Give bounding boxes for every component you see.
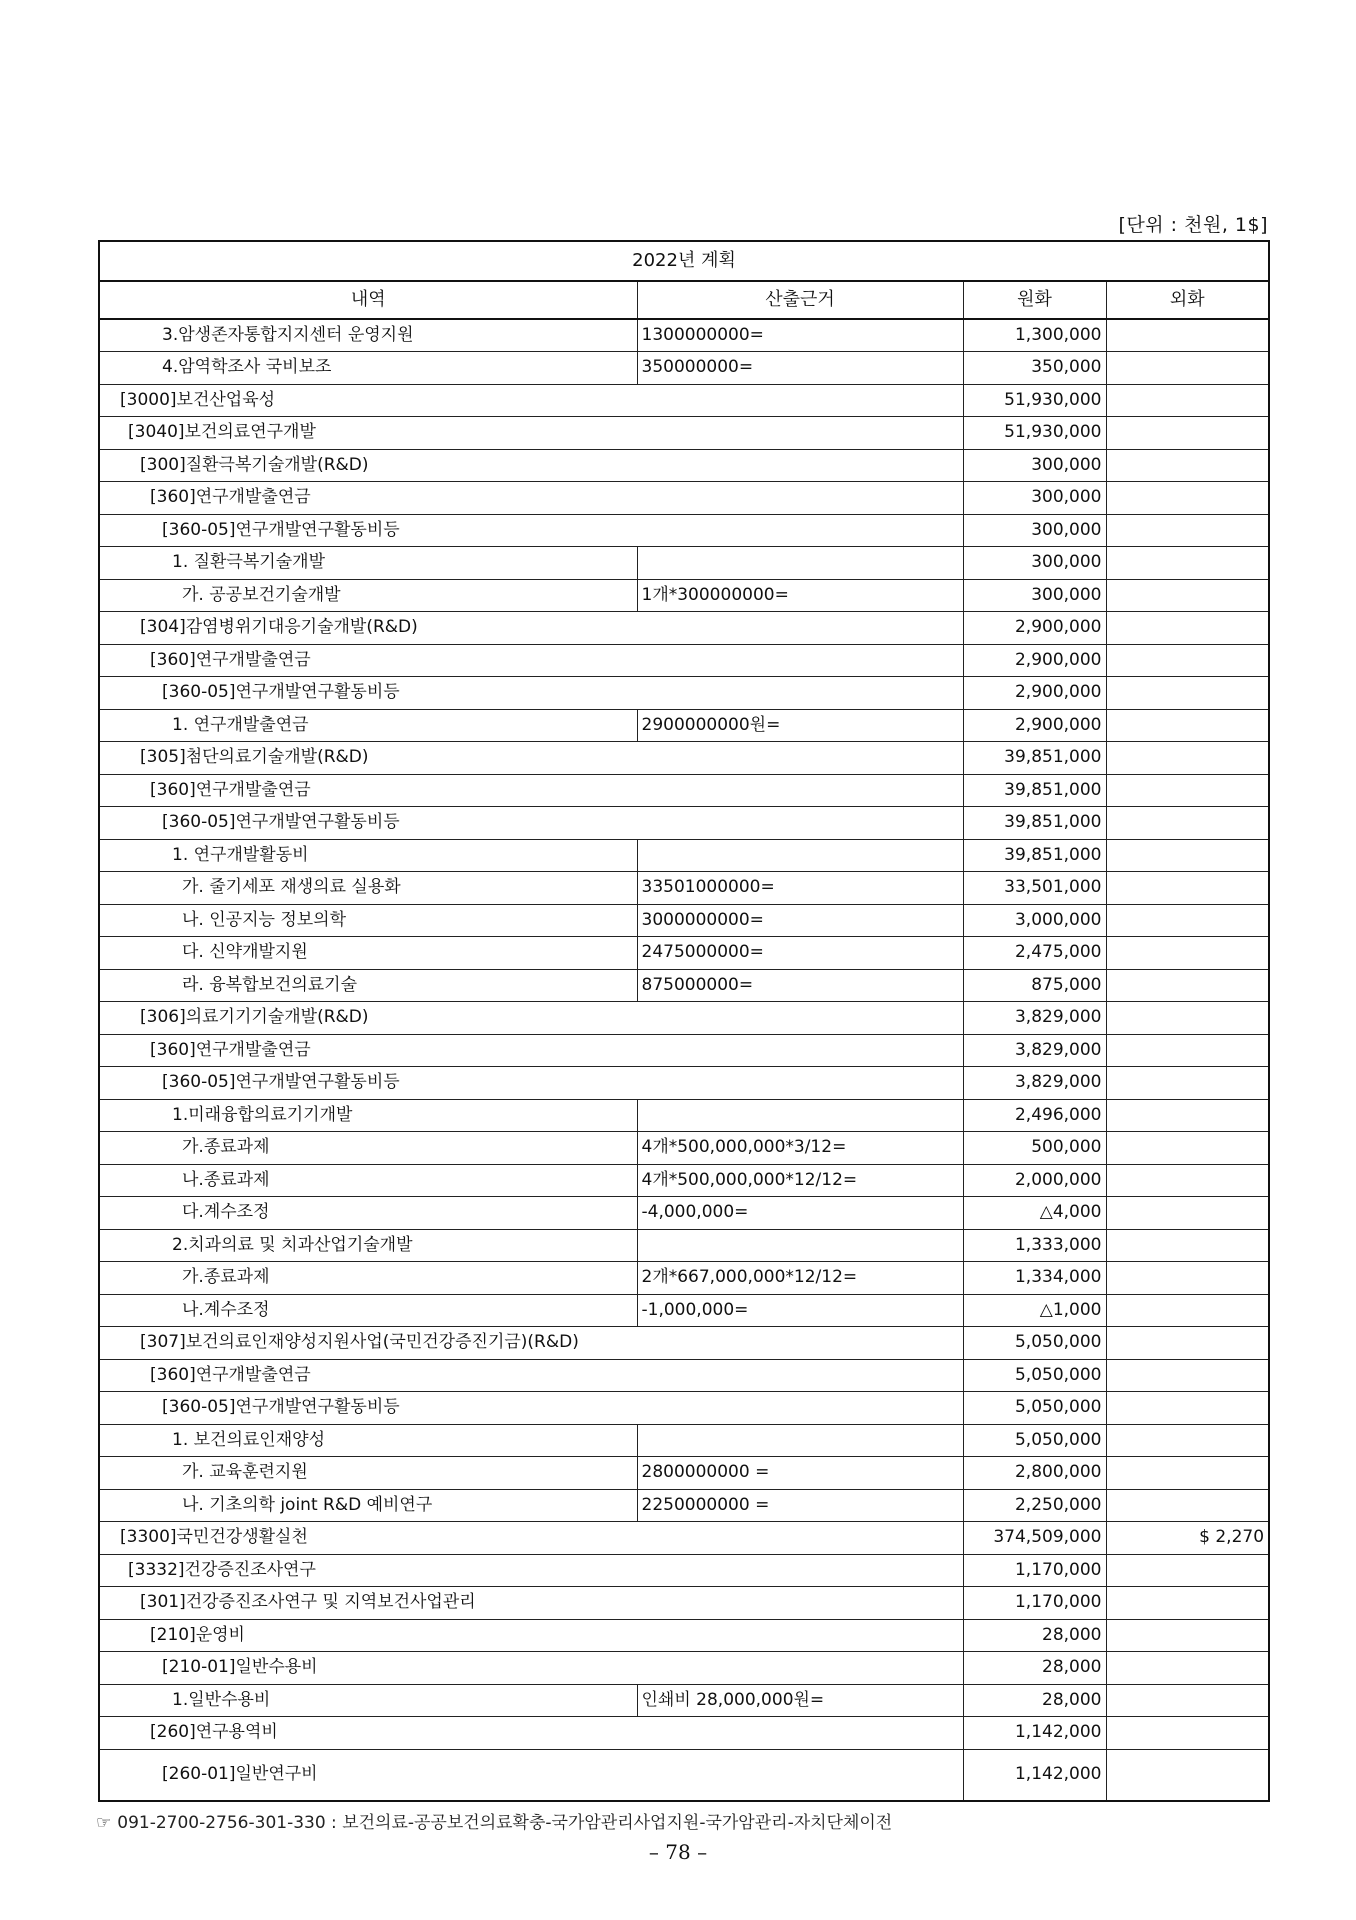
row-item: [306]의료기기기술개발(R&D) xyxy=(99,1002,963,1035)
row-item: [304]감염병위기대응기술개발(R&D) xyxy=(99,612,963,645)
table-row xyxy=(99,1392,1269,1425)
row-amount: 5,050,000 xyxy=(963,1327,1106,1360)
table-row xyxy=(99,742,1269,775)
row-foreign xyxy=(1106,904,1269,937)
row-foreign xyxy=(1106,1067,1269,1100)
table-row xyxy=(99,482,1269,515)
table-row xyxy=(99,1099,1269,1132)
table-row xyxy=(99,1229,1269,1262)
row-amount: 300,000 xyxy=(963,579,1106,612)
row-foreign xyxy=(1106,482,1269,515)
table-row xyxy=(99,1684,1269,1717)
row-amount: 39,851,000 xyxy=(963,774,1106,807)
row-basis: 4개*500,000,000*3/12= xyxy=(637,1132,963,1165)
table-row xyxy=(99,1294,1269,1327)
row-item: 나.계수조정 xyxy=(99,1294,637,1327)
row-amount: 300,000 xyxy=(963,514,1106,547)
row-item: 가.종료과제 xyxy=(99,1132,637,1165)
row-foreign xyxy=(1106,1197,1269,1230)
row-foreign xyxy=(1106,1262,1269,1295)
row-amount: 33,501,000 xyxy=(963,872,1106,905)
row-item: 4.암역학조사 국비보조 xyxy=(99,352,637,385)
row-foreign: $ 2,270 xyxy=(1106,1522,1269,1555)
table-row xyxy=(99,1067,1269,1100)
pointing-hand-icon: ☞ xyxy=(96,1813,112,1833)
row-foreign xyxy=(1106,807,1269,840)
row-item: [305]첨단의료기술개발(R&D) xyxy=(99,742,963,775)
row-basis: 33501000000= xyxy=(637,872,963,905)
header-item: 내역 xyxy=(99,281,637,319)
row-amount: 2,000,000 xyxy=(963,1164,1106,1197)
header-basis: 산출근거 xyxy=(637,281,963,319)
row-foreign xyxy=(1106,579,1269,612)
table-row xyxy=(99,547,1269,580)
table-row xyxy=(99,872,1269,905)
table-row xyxy=(99,1554,1269,1587)
row-item: 나. 기초의학 joint R&D 예비연구 xyxy=(99,1489,637,1522)
row-basis xyxy=(637,1099,963,1132)
row-foreign xyxy=(1106,1717,1269,1750)
row-item: [360]연구개발출연금 xyxy=(99,644,963,677)
row-foreign xyxy=(1106,969,1269,1002)
row-amount: 1,170,000 xyxy=(963,1554,1106,1587)
row-foreign xyxy=(1106,872,1269,905)
table-row xyxy=(99,677,1269,710)
table-row xyxy=(99,1749,1269,1801)
row-item: 라. 융복합보건의료기술 xyxy=(99,969,637,1002)
row-basis xyxy=(637,1229,963,1262)
table-row xyxy=(99,1197,1269,1230)
row-basis: 4개*500,000,000*12/12= xyxy=(637,1164,963,1197)
table-row xyxy=(99,1619,1269,1652)
row-item: 1. 연구개발출연금 xyxy=(99,709,637,742)
row-amount: 500,000 xyxy=(963,1132,1106,1165)
row-item: [3332]건강증진조사연구 xyxy=(99,1554,963,1587)
row-amount: 2,900,000 xyxy=(963,677,1106,710)
row-foreign xyxy=(1106,1392,1269,1425)
row-amount: 51,930,000 xyxy=(963,417,1106,450)
row-amount: 1,334,000 xyxy=(963,1262,1106,1295)
table-row xyxy=(99,1522,1269,1555)
row-amount: 39,851,000 xyxy=(963,807,1106,840)
row-basis: 2800000000 = xyxy=(637,1457,963,1490)
row-amount: 875,000 xyxy=(963,969,1106,1002)
row-item: 나. 인공지능 정보의학 xyxy=(99,904,637,937)
row-basis: 인쇄비 28,000,000원= xyxy=(637,1684,963,1717)
row-foreign xyxy=(1106,1587,1269,1620)
page-number: – 78 – xyxy=(648,1840,708,1864)
table-row xyxy=(99,709,1269,742)
row-item: [3000]보건산업육성 xyxy=(99,384,963,417)
table-row xyxy=(99,352,1269,385)
table-row xyxy=(99,1652,1269,1685)
table-row xyxy=(99,1457,1269,1490)
table-row xyxy=(99,579,1269,612)
budget-table xyxy=(98,240,1270,1802)
table-row xyxy=(99,319,1269,352)
table-row xyxy=(99,774,1269,807)
row-item: [300]질환극복기술개발(R&D) xyxy=(99,449,963,482)
row-basis: 2475000000= xyxy=(637,937,963,970)
unit-label: [단위 : 천원, 1$] xyxy=(1118,214,1268,236)
row-item: [360]연구개발출연금 xyxy=(99,482,963,515)
table-row xyxy=(99,1034,1269,1067)
row-basis xyxy=(637,1424,963,1457)
row-item: 1. 질환극복기술개발 xyxy=(99,547,637,580)
row-item: 가.종료과제 xyxy=(99,1262,637,1295)
row-amount: 2,250,000 xyxy=(963,1489,1106,1522)
header-krw: 원화 xyxy=(963,281,1106,319)
row-amount: △4,000 xyxy=(963,1197,1106,1230)
header-foreign: 외화 xyxy=(1106,281,1269,319)
row-amount: 1,170,000 xyxy=(963,1587,1106,1620)
table-row xyxy=(99,644,1269,677)
row-foreign xyxy=(1106,1294,1269,1327)
table-row xyxy=(99,384,1269,417)
row-amount: 39,851,000 xyxy=(963,839,1106,872)
row-item: 1. 보건의료인재양성 xyxy=(99,1424,637,1457)
row-foreign xyxy=(1106,1359,1269,1392)
row-amount: 2,900,000 xyxy=(963,644,1106,677)
row-item: [360]연구개발출연금 xyxy=(99,774,963,807)
row-amount: 39,851,000 xyxy=(963,742,1106,775)
table-row xyxy=(99,1424,1269,1457)
row-basis: -1,000,000= xyxy=(637,1294,963,1327)
row-item: [360-05]연구개발연구활동비등 xyxy=(99,1067,963,1100)
row-item: 가. 공공보건기술개발 xyxy=(99,579,637,612)
table-row xyxy=(99,1587,1269,1620)
row-amount: 1,300,000 xyxy=(963,319,1106,352)
row-amount: 3,000,000 xyxy=(963,904,1106,937)
row-foreign xyxy=(1106,1034,1269,1067)
row-foreign xyxy=(1106,1619,1269,1652)
row-amount: 3,829,000 xyxy=(963,1002,1106,1035)
row-foreign xyxy=(1106,1684,1269,1717)
row-foreign xyxy=(1106,1164,1269,1197)
row-item: [360-05]연구개발연구활동비등 xyxy=(99,1392,963,1425)
row-amount: 2,900,000 xyxy=(963,612,1106,645)
row-foreign xyxy=(1106,677,1269,710)
table-row xyxy=(99,807,1269,840)
row-foreign xyxy=(1106,1132,1269,1165)
row-foreign xyxy=(1106,1554,1269,1587)
row-item: [260-01]일반연구비 xyxy=(99,1749,963,1801)
row-foreign xyxy=(1106,644,1269,677)
row-item: 1.일반수용비 xyxy=(99,1684,637,1717)
row-foreign xyxy=(1106,384,1269,417)
row-foreign xyxy=(1106,1457,1269,1490)
row-item: 2.치과의료 및 치과산업기술개발 xyxy=(99,1229,637,1262)
row-basis: 1300000000= xyxy=(637,319,963,352)
row-amount: 28,000 xyxy=(963,1619,1106,1652)
table-row xyxy=(99,1164,1269,1197)
row-basis xyxy=(637,839,963,872)
row-item: [360]연구개발출연금 xyxy=(99,1359,963,1392)
row-basis: 875000000= xyxy=(637,969,963,1002)
row-amount: 28,000 xyxy=(963,1652,1106,1685)
table-row xyxy=(99,612,1269,645)
row-item: 나.종료과제 xyxy=(99,1164,637,1197)
row-amount: △1,000 xyxy=(963,1294,1106,1327)
row-basis: 350000000= xyxy=(637,352,963,385)
row-amount: 300,000 xyxy=(963,482,1106,515)
table-row xyxy=(99,514,1269,547)
row-foreign xyxy=(1106,547,1269,580)
row-item: 3.암생존자통합지지센터 운영지원 xyxy=(99,319,637,352)
table-row xyxy=(99,1359,1269,1392)
row-foreign xyxy=(1106,449,1269,482)
row-basis: 2개*667,000,000*12/12= xyxy=(637,1262,963,1295)
row-foreign xyxy=(1106,1229,1269,1262)
table-row xyxy=(99,839,1269,872)
row-amount: 350,000 xyxy=(963,352,1106,385)
row-item: 1. 연구개발활동비 xyxy=(99,839,637,872)
table-row xyxy=(99,1489,1269,1522)
row-amount: 51,930,000 xyxy=(963,384,1106,417)
row-foreign xyxy=(1106,1327,1269,1360)
row-amount: 1,142,000 xyxy=(963,1717,1106,1750)
row-foreign xyxy=(1106,1749,1269,1801)
table-title: 2022년 계획 xyxy=(99,241,1269,281)
row-item: 가. 교육훈련지원 xyxy=(99,1457,637,1490)
row-foreign xyxy=(1106,514,1269,547)
row-foreign xyxy=(1106,839,1269,872)
row-amount: 28,000 xyxy=(963,1684,1106,1717)
table-body xyxy=(99,319,1269,1801)
row-basis: 2250000000 = xyxy=(637,1489,963,1522)
row-foreign xyxy=(1106,1002,1269,1035)
row-foreign xyxy=(1106,1652,1269,1685)
row-amount: 1,333,000 xyxy=(963,1229,1106,1262)
row-basis: 3000000000= xyxy=(637,904,963,937)
table-row xyxy=(99,1327,1269,1360)
row-basis: 2900000000원= xyxy=(637,709,963,742)
row-item: [210-01]일반수용비 xyxy=(99,1652,963,1685)
row-item: [3040]보건의료연구개발 xyxy=(99,417,963,450)
row-foreign xyxy=(1106,319,1269,352)
row-basis: -4,000,000= xyxy=(637,1197,963,1230)
row-amount: 2,900,000 xyxy=(963,709,1106,742)
row-amount: 5,050,000 xyxy=(963,1392,1106,1425)
row-amount: 3,829,000 xyxy=(963,1034,1106,1067)
table-row xyxy=(99,1717,1269,1750)
row-amount: 1,142,000 xyxy=(963,1749,1106,1801)
row-foreign xyxy=(1106,742,1269,775)
row-foreign xyxy=(1106,1489,1269,1522)
table-row xyxy=(99,449,1269,482)
row-item: [360-05]연구개발연구활동비등 xyxy=(99,677,963,710)
row-amount: 3,829,000 xyxy=(963,1067,1106,1100)
row-amount: 300,000 xyxy=(963,449,1106,482)
table-row xyxy=(99,1132,1269,1165)
row-foreign xyxy=(1106,1424,1269,1457)
row-item: [301]건강증진조사연구 및 지역보건사업관리 xyxy=(99,1587,963,1620)
row-foreign xyxy=(1106,937,1269,970)
table-row xyxy=(99,1002,1269,1035)
row-foreign xyxy=(1106,417,1269,450)
row-amount: 5,050,000 xyxy=(963,1424,1106,1457)
row-amount: 2,800,000 xyxy=(963,1457,1106,1490)
table-row xyxy=(99,969,1269,1002)
row-foreign xyxy=(1106,774,1269,807)
table-row xyxy=(99,1262,1269,1295)
row-item: [260]연구용역비 xyxy=(99,1717,963,1750)
row-item: [307]보건의료인재양성지원사업(국민건강증진기금)(R&D) xyxy=(99,1327,963,1360)
row-item: [210]운영비 xyxy=(99,1619,963,1652)
row-foreign xyxy=(1106,352,1269,385)
row-item: 1.미래융합의료기기개발 xyxy=(99,1099,637,1132)
row-amount: 2,475,000 xyxy=(963,937,1106,970)
table-row xyxy=(99,417,1269,450)
row-foreign xyxy=(1106,612,1269,645)
table-row xyxy=(99,904,1269,937)
row-item: [360]연구개발출연금 xyxy=(99,1034,963,1067)
row-item: 가. 줄기세포 재생의료 실용화 xyxy=(99,872,637,905)
footer-text: 091-2700-2756-301-330 : 보건의료-공공보건의료확충-국가암관리사업지원-국가암관리-자치단체이전 xyxy=(117,1813,893,1833)
row-item: 다.계수조정 xyxy=(99,1197,637,1230)
row-item: [360-05]연구개발연구활동비등 xyxy=(99,514,963,547)
row-amount: 300,000 xyxy=(963,547,1106,580)
row-foreign xyxy=(1106,1099,1269,1132)
row-amount: 2,496,000 xyxy=(963,1099,1106,1132)
row-amount: 5,050,000 xyxy=(963,1359,1106,1392)
row-basis: 1개*300000000= xyxy=(637,579,963,612)
row-foreign xyxy=(1106,709,1269,742)
table-row xyxy=(99,937,1269,970)
row-amount: 374,509,000 xyxy=(963,1522,1106,1555)
row-basis xyxy=(637,547,963,580)
footer-note xyxy=(96,1808,1276,1833)
row-item: [3300]국민건강생활실천 xyxy=(99,1522,963,1555)
row-item: 다. 신약개발지원 xyxy=(99,937,637,970)
row-item: [360-05]연구개발연구활동비등 xyxy=(99,807,963,840)
